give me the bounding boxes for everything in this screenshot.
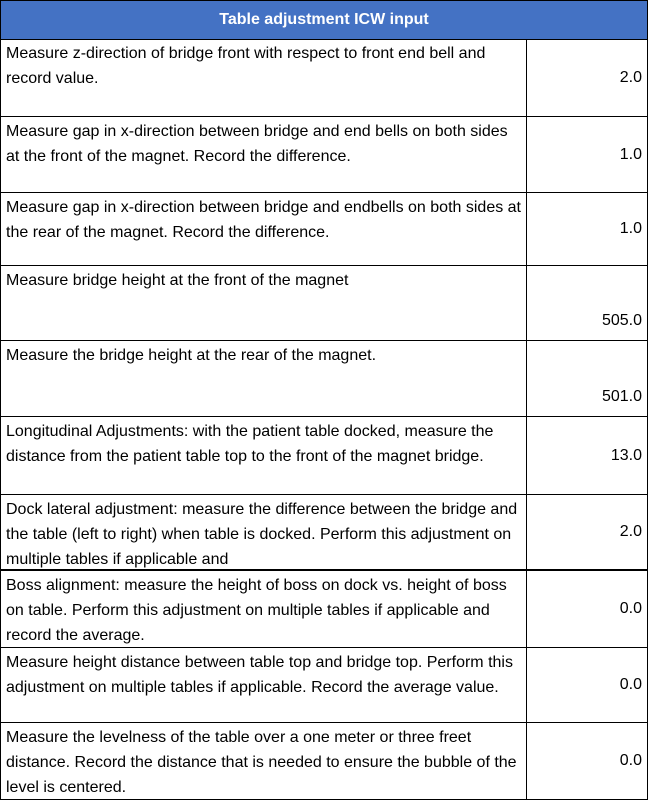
table-row	[1, 193, 647, 266]
row-description[interactable]: Measure bridge height at the front of the magnet	[1, 266, 527, 340]
table-row	[1, 571, 647, 648]
table-title: Table adjustment ICW input	[1, 1, 647, 40]
row-description[interactable]: Measure the bridge height at the rear of the magnet.	[1, 341, 527, 416]
row-value[interactable]: 0.0	[619, 600, 642, 617]
row-description[interactable]: Boss alignment: measure the height of boss on dock vs. height of boss on table. Perform this adjustment on multiple tables if applicable and record the average.	[1, 571, 527, 647]
table-row	[1, 723, 647, 799]
table-row	[1, 266, 647, 341]
row-value[interactable]: 13.0	[610, 446, 642, 464]
row-description[interactable]: Measure the levelness of the table over a one meter or three freet distance. Record the distance that is needed to ensure the bubble of the level is centered.	[1, 723, 527, 799]
row-value[interactable]: 0.0	[619, 752, 642, 769]
table-row	[1, 341, 647, 417]
row-description[interactable]: Measure z-direction of bridge front with respect to front end bell and record value.	[1, 39, 527, 116]
row-description[interactable]: Longitudinal Adjustments: with the patient table docked, measure the distance from the patient table top to the front of the magnet bridge.	[1, 417, 527, 494]
table-row	[1, 417, 647, 495]
row-description[interactable]: Dock lateral adjustment: measure the difference between the bridge and the table (left to right) when table is docked. Perform this adjustment on multiple tables if applicable and	[1, 495, 527, 569]
table-row	[1, 39, 647, 117]
table-row	[1, 495, 647, 571]
row-description[interactable]: Measure gap in x-direction between bridge and end bells on both sides at the front of the magnet. Record the difference.	[1, 117, 527, 192]
row-description[interactable]: Measure gap in x-direction between bridge and endbells on both sides at the rear of the magnet. Record the difference.	[1, 193, 527, 265]
row-value[interactable]: 1.0	[619, 220, 642, 237]
row-value[interactable]: 505.0	[601, 312, 642, 329]
row-value[interactable]: 2.0	[619, 68, 642, 86]
row-value[interactable]: 1.0	[619, 145, 642, 163]
table-row	[1, 648, 647, 723]
row-description[interactable]: Measure height distance between table top and bridge top. Perform this adjustment on multiple tables if applicable. Record the average value.	[1, 648, 527, 722]
row-value[interactable]: 0.0	[619, 676, 642, 693]
row-value[interactable]: 501.0	[601, 388, 642, 405]
table-row	[1, 117, 647, 193]
row-value[interactable]: 2.0	[619, 523, 642, 540]
